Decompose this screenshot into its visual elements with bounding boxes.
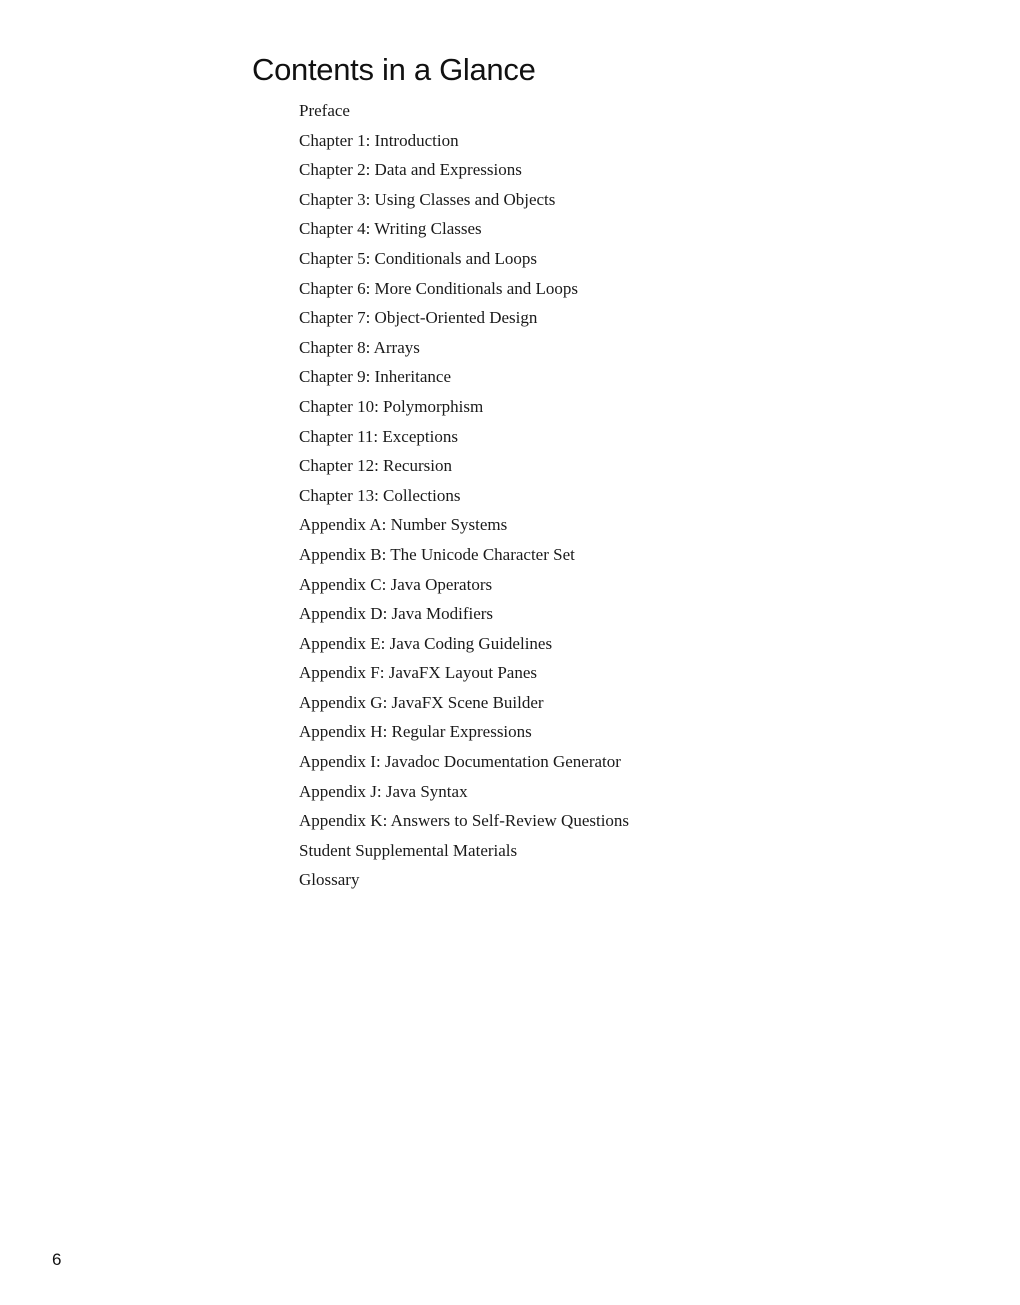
- toc-entry-student-supplemental-materials[interactable]: Student Supplemental Materials: [299, 840, 518, 860]
- toc-list: [299, 96, 629, 895]
- toc-entry-chapter-11[interactable]: Chapter 11: Exceptions: [299, 426, 458, 446]
- toc-entry-appendix-c[interactable]: Appendix C: Java Operators: [299, 574, 493, 594]
- toc-entry-appendix-i[interactable]: Appendix I: Javadoc Documentation Generator: [299, 752, 621, 772]
- toc-entry-chapter-6[interactable]: Chapter 6: More Conditionals and Loops: [299, 278, 579, 298]
- toc-entry-appendix-g[interactable]: Appendix G: JavaFX Scene Builder: [299, 692, 544, 712]
- toc-entry-chapter-8[interactable]: Chapter 8: Arrays: [299, 337, 420, 357]
- toc-entry-chapter-1[interactable]: Chapter 1: Introduction: [299, 130, 459, 150]
- toc-entry-appendix-f[interactable]: Appendix F: JavaFX Layout Panes: [299, 663, 537, 683]
- toc-entry-chapter-12[interactable]: Chapter 12: Recursion: [299, 456, 452, 476]
- page-number: 6: [52, 1250, 62, 1269]
- toc-entry-glossary[interactable]: Glossary: [299, 870, 360, 890]
- toc-entry-chapter-13[interactable]: Chapter 13: Collections: [299, 485, 461, 505]
- toc-entry-appendix-a[interactable]: Appendix A: Number Systems: [299, 515, 508, 535]
- toc-entry-preface[interactable]: Preface: [299, 101, 350, 120]
- toc-entry-chapter-10[interactable]: Chapter 10: Polymorphism: [299, 396, 484, 416]
- toc-entry-appendix-b[interactable]: Appendix B: The Unicode Character Set: [299, 544, 575, 564]
- toc-entry-chapter-2[interactable]: Chapter 2: Data and Expressions: [299, 160, 522, 180]
- toc-entry-appendix-d[interactable]: Appendix D: Java Modifiers: [299, 604, 494, 624]
- toc-entry-appendix-k[interactable]: Appendix K: Answers to Self-Review Questions: [299, 811, 630, 831]
- toc-entry-chapter-5[interactable]: Chapter 5: Conditionals and Loops: [299, 248, 537, 268]
- toc-entry-chapter-7[interactable]: Chapter 7: Object-Oriented Design: [299, 308, 538, 328]
- toc-entry-appendix-j[interactable]: Appendix J: Java Syntax: [299, 781, 468, 801]
- page-title: Contents in a Glance: [252, 52, 536, 87]
- toc-entry-chapter-3[interactable]: Chapter 3: Using Classes and Objects: [299, 189, 556, 209]
- toc-entry-chapter-9[interactable]: Chapter 9: Inheritance: [299, 367, 451, 387]
- toc-entry-appendix-h[interactable]: Appendix H: Regular Expressions: [299, 722, 532, 742]
- toc-entry-appendix-e[interactable]: Appendix E: Java Coding Guidelines: [299, 633, 553, 653]
- toc-entry-chapter-4[interactable]: Chapter 4: Writing Classes: [299, 219, 482, 239]
